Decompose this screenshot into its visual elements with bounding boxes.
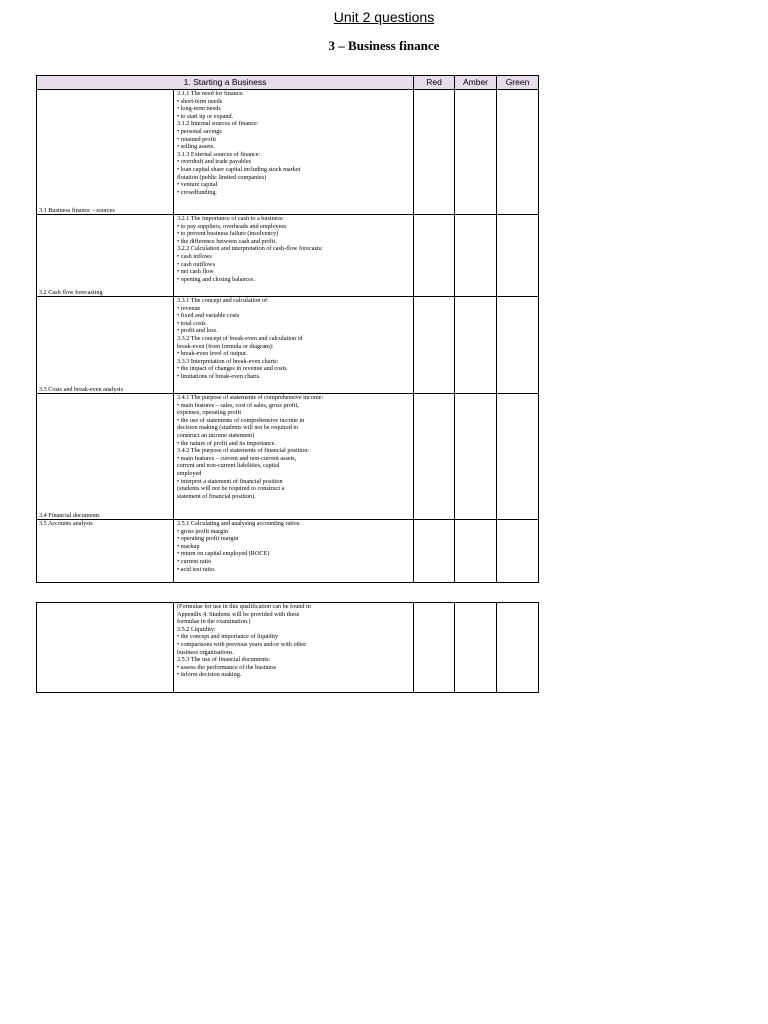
content-line: 3.4.1 The purpose of statements of comprehensive income: [177, 394, 324, 401]
green-rating-cell[interactable] [497, 90, 539, 215]
content-line: • short-term needs [177, 97, 223, 105]
table-row [37, 394, 539, 520]
content-cell [174, 520, 414, 583]
green-rating-cell[interactable] [497, 603, 539, 693]
red-rating-cell[interactable] [414, 90, 455, 215]
content-line: business organisations. [177, 648, 234, 656]
content-line: • opening and closing balances. [177, 275, 255, 283]
topic-cell [37, 603, 174, 693]
green-rating-cell[interactable] [497, 297, 539, 394]
topic-cell: 3.1 Business finance – sources [37, 90, 174, 215]
red-rating-cell[interactable] [414, 297, 455, 394]
content-line: • main features – sales, cost of sales, gross profit, [177, 401, 299, 409]
content-line: 3.5.3 The use of financial documents: [177, 656, 271, 664]
content-line: • current ratio [177, 557, 212, 565]
header-green: Green [497, 76, 539, 90]
content-line: statement of financial position). [177, 492, 256, 500]
amber-rating-cell[interactable] [455, 520, 497, 583]
content-line: 3.1.2 Internal sources of finance: [177, 120, 259, 128]
content-line: • inform decision making. [177, 671, 242, 679]
content-line: • the use of statements of comprehensive income in [177, 416, 305, 424]
content-line: 3.4.2 The purpose of statements of financial position: [177, 447, 310, 455]
page-title: Unit 2 questions [333, 9, 435, 25]
content-line: 3.1.3 External sources of finance: [177, 150, 261, 158]
content-line: • interpret a statement of financial position [177, 477, 283, 485]
content-line: current and non-current liabilities, capital [177, 462, 280, 470]
content-line: • profit and loss. [177, 327, 218, 335]
content-line: • net cash flow [177, 268, 214, 276]
content-line: • personal savings [177, 127, 222, 135]
topic-cell: 3.4 Financial documents [37, 394, 174, 520]
red-rating-cell[interactable] [414, 520, 455, 583]
red-rating-cell[interactable] [414, 215, 455, 297]
content-line: • the concept and importance of liquidity [177, 633, 279, 641]
page-subtitle: 3 – Business finance [328, 38, 440, 53]
content-line: 3.1.1 The need for finance: [177, 90, 244, 97]
content-line: • retained profit [177, 135, 216, 143]
topic-cell: 3.5 Accounts analysis [37, 520, 174, 583]
content-line: 3.2.1 The importance of cash to a business: [177, 215, 284, 222]
table-row [37, 215, 539, 297]
content-line: 3.5.1 Calculating and analysing accounting ratios: [177, 520, 301, 527]
content-line: • return on capital employed (ROCE) [177, 550, 270, 558]
amber-rating-cell[interactable] [455, 297, 497, 394]
content-line: construct an income statement) [177, 431, 255, 439]
content-line: employed [177, 469, 202, 477]
table-row [37, 90, 539, 215]
green-rating-cell[interactable] [497, 520, 539, 583]
content-line: (students will not be required to construct a [177, 485, 285, 493]
content-line: • acid test ratio. [177, 565, 216, 573]
header-red: Red [414, 76, 455, 90]
table-row [37, 520, 539, 583]
green-rating-cell[interactable] [497, 215, 539, 297]
content-line: • gross profit margin [177, 527, 229, 535]
content-line: 3.3.1 The concept and calculation of: [177, 297, 269, 304]
content-cell [174, 297, 414, 394]
rag-table-continued [36, 602, 539, 693]
content-line: • long-term needs [177, 105, 221, 113]
content-line: • the nature of profit and its importance. [177, 439, 277, 447]
content-line: • loan capital share capital including stock market [177, 165, 301, 173]
content-line: 3.3.3 Interpretation of break-even charts: [177, 357, 279, 365]
content-cell [174, 215, 414, 297]
content-line: • revenue [177, 304, 201, 312]
content-line: decision making (students will not be required to [177, 424, 299, 432]
content-line: • the impact of changes in revenue and costs [177, 365, 287, 373]
content-line: • crowdfunding. [177, 188, 217, 196]
amber-rating-cell[interactable] [455, 394, 497, 520]
content-line: expenses, operating profit [177, 409, 242, 417]
header-section-title: 1. Starting a Business [37, 76, 414, 90]
table-row [37, 603, 539, 693]
rag-table-main [36, 75, 539, 583]
content-line: • cash outflows [177, 260, 215, 268]
content-cell [174, 394, 414, 520]
content-line: (Formulae for use in this qualification can be found in [177, 603, 311, 610]
content-line: • limitations of break-even charts. [177, 372, 261, 380]
amber-rating-cell[interactable] [455, 603, 497, 693]
content-line: • to pay suppliers, overheads and employees [177, 222, 287, 230]
red-rating-cell[interactable] [414, 603, 455, 693]
content-line: flotation (public limited companies) [177, 173, 267, 181]
content-line: • total costs [177, 319, 206, 327]
content-line: • to prevent business failure (insolvency) [177, 230, 279, 238]
content-line: • overdraft and trade payables [177, 158, 251, 166]
content-line: • comparisons with previous years and/or with other [177, 640, 307, 648]
amber-rating-cell[interactable] [455, 215, 497, 297]
content-line: break-even (from formula or diagram): [177, 342, 274, 350]
content-line: • venture capital [177, 181, 218, 189]
content-line: • break-even level of output. [177, 350, 248, 358]
topic-cell: 3.2 Cash flow forecasting [37, 215, 174, 297]
content-line: 3.5.2 Liquidity: [177, 625, 216, 633]
content-line: • operating profit margin [177, 535, 239, 543]
content-line: • cash inflows [177, 252, 212, 260]
content-cell [174, 90, 414, 215]
content-line: 3.3.2 The concept of break-even and calculation of [177, 334, 303, 342]
content-line: 3.2.2 Calculation and interpretation of cash-flow forecasts: [177, 245, 323, 253]
table-row [37, 297, 539, 394]
content-line: • selling assets. [177, 143, 215, 151]
content-line: formulae in the examination.) [177, 618, 251, 626]
red-rating-cell[interactable] [414, 394, 455, 520]
content-line: • markup [177, 542, 200, 550]
content-line: • main features – current and non-current assets, [177, 454, 297, 462]
content-line: • the difference between cash and profit. [177, 237, 277, 245]
topic-cell: 3.3 Costs and break-even analysis [37, 297, 174, 394]
content-line: • fixed and variable costs [177, 312, 240, 320]
content-line: • to start up or expand. [177, 112, 234, 120]
content-line: • assess the performance of the business [177, 663, 277, 671]
green-rating-cell[interactable] [497, 394, 539, 520]
content-line: Appendix 4. Students will be provided with these [177, 610, 300, 618]
amber-rating-cell[interactable] [455, 90, 497, 215]
content-cell [174, 603, 414, 693]
header-amber: Amber [455, 76, 497, 90]
table-header-row [37, 76, 539, 90]
